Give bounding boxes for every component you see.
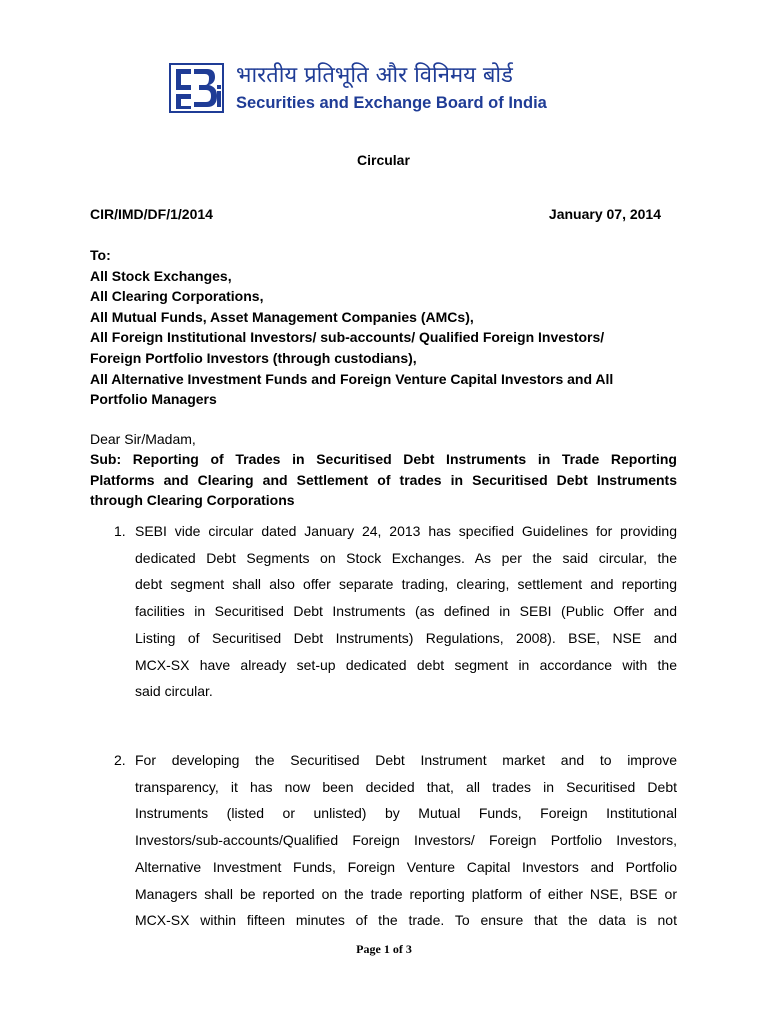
addressee-line: Foreign Portfolio Investors (through custodians), (90, 349, 417, 366)
addressee-line: All Alternative Investment Funds and Foreign Venture Capital Investors and All (90, 370, 614, 387)
paragraph-line: SEBI vide circular dated January 24, 2013 has specified Guidelines for providing (135, 523, 677, 539)
addressee-line: Portfolio Managers (90, 391, 217, 408)
paragraph-line: Alternative Investment Funds, Foreign Venture Capital Investors and Portfolio (135, 858, 677, 875)
addressee-line: All Mutual Funds, Asset Management Companies (AMCs), (90, 308, 474, 325)
addressee-line: All Clearing Corporations, (90, 288, 264, 305)
paragraph-line: MCX-SX have already set-up dedicated debt segment in accordance with the (135, 656, 677, 673)
paragraph-number: 1. (114, 523, 126, 539)
subject-line: Platforms and Clearing and Settlement of trades in Securitised Debt Instruments (90, 471, 677, 488)
circular-date: January 07, 2014 (548, 206, 661, 222)
paragraph-line: Listing of Securitised Debt Instruments) Regulations, 2008). BSE, NSE and (135, 629, 677, 646)
addressee-line: To: (90, 247, 111, 263)
subject-line: through Clearing Corporations (90, 492, 295, 509)
paragraph-line: For developing the Securitised Debt Instrument market and to improve (135, 752, 677, 768)
page-footer: Page 1 of 3 (356, 942, 412, 956)
salutation: Dear Sir/Madam, (90, 431, 196, 447)
paragraph-line: debt segment shall also offer separate trading, clearing, settlement and reporting (135, 576, 677, 593)
addressee-list (90, 245, 613, 410)
paragraph-line: said circular. (135, 683, 213, 700)
paragraph-line: Managers shall be reported on the trade reporting platform of either NSE, BSE or (135, 885, 677, 902)
subject-line: Sub: Reporting of Trades in Securitised Debt Instruments in Trade Reporting (90, 451, 677, 467)
org-name-english: Securities and Exchange Board of India (236, 94, 547, 112)
paragraph-line: transparency, it has now been decided that, all trades in Securitised Debt (135, 778, 677, 795)
subject-block (90, 449, 677, 511)
paragraph-line: Instruments (listed or unlisted) by Mutual Funds, Foreign Institutional (135, 805, 677, 822)
paragraph-2 (135, 747, 677, 934)
paragraph-number: 2. (114, 752, 126, 768)
addressee-line: All Foreign Institutional Investors/ sub-accounts/ Qualified Foreign Investors/ (90, 329, 605, 346)
logo-text: SEBI (169, 63, 172, 64)
paragraph-line: Investors/sub-accounts/Qualified Foreign Investors/ Foreign Portfolio Investors, (135, 832, 677, 849)
paragraph-line: dedicated Debt Segments on Stock Exchanges. As per the said circular, the (135, 549, 677, 566)
addressee-line: All Stock Exchanges, (90, 267, 232, 284)
sebi-logo (169, 63, 224, 113)
circular-heading: Circular (357, 152, 410, 168)
paragraph-1 (135, 518, 677, 705)
paragraph-line: facilities in Securitised Debt Instruments (as defined in SEBI (Public Offer and (135, 603, 677, 620)
paragraph-line: MCX-SX within fifteen minutes of the trade. To ensure that the data is not (135, 912, 677, 929)
circular-number: CIR/IMD/DF/1/2014 (90, 206, 213, 222)
org-name-hindi: भारतीय प्रतिभूति और विनिमय बोर्ड (236, 63, 513, 88)
